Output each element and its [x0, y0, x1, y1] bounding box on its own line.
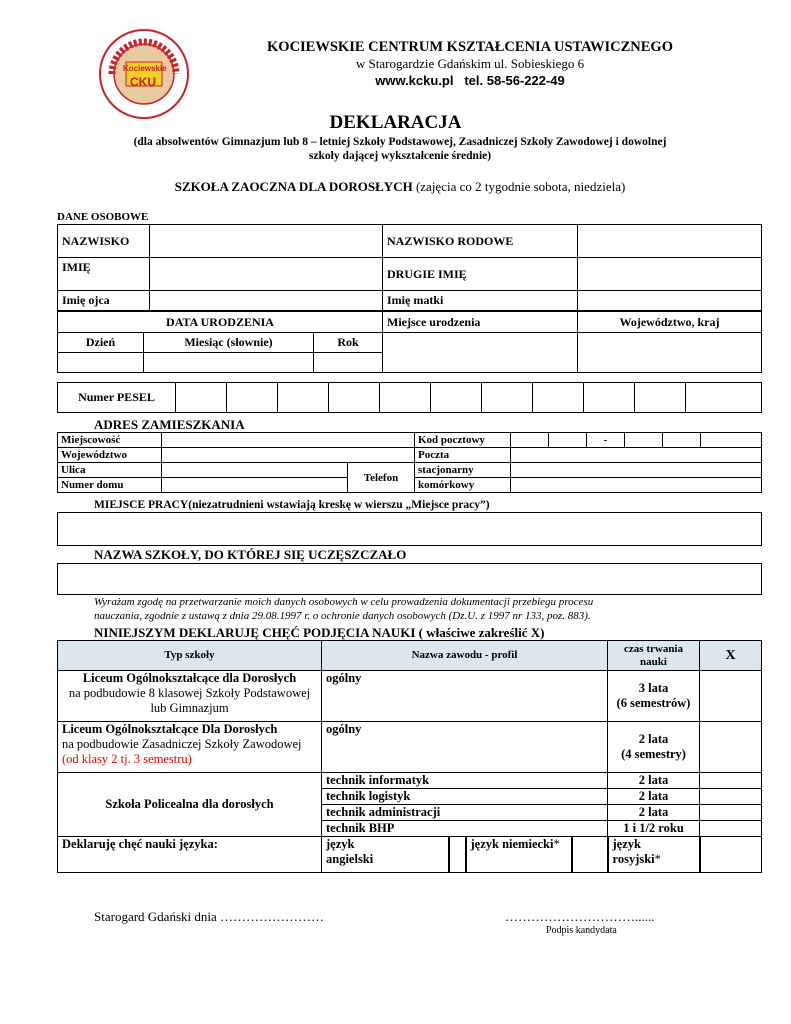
maiden-field[interactable]: [578, 225, 762, 258]
pesel-digit-6[interactable]: [431, 383, 482, 413]
mark-informatyk[interactable]: [700, 773, 762, 789]
father-name-label: Imię ojca: [58, 291, 150, 311]
house-label: Numer domu: [58, 478, 162, 493]
landline-field[interactable]: [511, 463, 762, 478]
mobile-label: komórkowy: [415, 478, 511, 493]
father-name-field[interactable]: [150, 291, 383, 311]
address-section-label: ADRES ZAMIESZKANIA: [94, 417, 245, 432]
surname-field[interactable]: [150, 225, 383, 258]
birth-place-label: Miejsce urodzenia: [383, 312, 578, 333]
school-type-name: SZKOŁA ZAOCZNA DLA DOROSŁYCH: [174, 179, 413, 194]
lang-german-star: *: [553, 837, 560, 851]
pesel-digit-7[interactable]: [482, 383, 533, 413]
personal-data-table: [57, 224, 762, 311]
signature-label: Podpis kandydata: [546, 925, 617, 936]
school-type: [60, 179, 740, 195]
birth-place-field[interactable]: [383, 333, 578, 373]
duration-bhp: 1 i 1/2 roku: [608, 821, 700, 837]
school-logo: [98, 28, 190, 120]
consent-text-2: nauczania, zgodnie z ustawą z dnia 29.08.1997 r. o ochronie danych osobowych (Dz.U. z 1997 nr 133, poz. 883).: [94, 610, 591, 622]
declaration-label: NINIEJSZYM DEKLARUJĘ CHĘĆ PODJĘCIA NAUKI ( właściwe zakreślić X): [94, 625, 545, 640]
org-address: w Starogardzie Gdańskim ul. Sobieskiego 6: [355, 56, 585, 71]
signature-line: …………………………......: [505, 909, 655, 924]
lang-russian-box[interactable]: [700, 837, 762, 873]
province-label: Województwo: [58, 448, 162, 463]
post-field[interactable]: [511, 448, 762, 463]
lo2-duration-1: 2 lata: [638, 732, 669, 746]
lo2-type-rest: na podbudowie Zasadniczej Szkoły Zawodowej: [62, 737, 302, 751]
pesel-digit-8[interactable]: [533, 383, 584, 413]
mobile-field[interactable]: [511, 478, 762, 493]
profile-bhp: technik BHP: [322, 821, 608, 837]
duration-administracji: 2 lata: [608, 805, 700, 821]
courses-table: [57, 640, 762, 873]
day-field[interactable]: [58, 353, 144, 373]
prev-school-field[interactable]: [57, 563, 762, 595]
lo1-mark-cell[interactable]: [700, 671, 762, 722]
postal-digit-2[interactable]: [549, 433, 587, 448]
province-country-label: Województwo, kraj: [578, 312, 762, 333]
surname-label: NAZWISKO: [58, 225, 150, 258]
post-label: Poczta: [415, 448, 511, 463]
lang-english-1: język: [326, 837, 355, 851]
doc-subtitle-2: szkoły dającej wykształcenie średnie): [308, 150, 492, 162]
lo2-mark-cell[interactable]: [700, 722, 762, 773]
lang-english-label: [322, 837, 449, 873]
prev-school-label: NAZWA SZKOŁY, DO KTÓREJ SIĘ UCZĘSZCZAŁO: [94, 547, 407, 562]
policealna-type: Szkoła Policealna dla dorosłych: [58, 773, 322, 837]
lo1-profile: ogólny: [322, 671, 608, 722]
lo1-type-bold: Liceum Ogólnokształcące dla Dorosłych: [82, 671, 297, 685]
pesel-digit-2[interactable]: [227, 383, 278, 413]
lo1-duration-1: 3 lata: [638, 681, 669, 695]
address-table: [57, 432, 762, 493]
pesel-digit-10[interactable]: [635, 383, 686, 413]
mother-name-label: Imię matki: [383, 291, 578, 311]
birth-table: [57, 311, 762, 373]
org-name: KOCIEWSKIE CENTRUM KSZTAŁCENIA USTAWICZNEGO: [267, 39, 673, 55]
logo-badge: CKU: [130, 75, 156, 89]
logo-text-mid: Kociewskie: [123, 64, 167, 73]
language-label: Deklaruję chęć nauki języka:: [58, 837, 322, 873]
lang-russian-1: język: [612, 837, 641, 851]
month-label: Miesiąc (słownie): [144, 333, 314, 353]
landline-label: stacjonarny: [415, 463, 511, 478]
duration-logistyk: 2 lata: [608, 789, 700, 805]
postal-digit-3[interactable]: [625, 433, 663, 448]
pesel-label: Numer PESEL: [58, 383, 176, 413]
street-label: Ulica: [58, 463, 162, 478]
second-name-label: DRUGIE IMIĘ: [383, 258, 578, 291]
col-x-header: X: [700, 641, 762, 671]
lang-russian-label: [608, 837, 700, 873]
place-date-line: Starogard Gdański dnia ……………………: [94, 909, 325, 924]
consent-text-1: Wyrażam zgodę na przetwarzanie moich danych osobowych w celu prowadzenia dokumentacji przebiegu procesu: [94, 596, 594, 608]
lang-german-label: [466, 837, 572, 873]
lo1-type-rest: na podbudowie 8 klasowej Szkoły Podstawowej lub Gimnazjum: [68, 686, 311, 715]
pesel-digit-4[interactable]: [329, 383, 380, 413]
mark-logistyk[interactable]: [700, 789, 762, 805]
mother-name-field[interactable]: [578, 291, 762, 311]
postal-label: Kod pocztowy: [415, 433, 511, 448]
pesel-digit-11[interactable]: [686, 383, 762, 413]
col-profile-header: Nazwa zawodu - profil: [322, 641, 608, 671]
lang-russian-2: rosyjski: [612, 852, 655, 866]
profile-administracji: technik administracji: [322, 805, 608, 821]
lang-russian-star: *: [654, 852, 661, 866]
lo2-profile: ogólny: [322, 722, 608, 773]
lo1-duration-2: (6 semestrów): [616, 696, 691, 710]
lang-english-2: angielski: [326, 852, 374, 866]
lang-german-box[interactable]: [572, 837, 608, 873]
first-name-label: IMIĘ: [58, 258, 150, 291]
lo2-type-note: (od klasy 2 tj. 3 semestru): [62, 752, 192, 766]
work-place-field[interactable]: [57, 512, 762, 546]
first-name-field[interactable]: [150, 258, 383, 291]
city-field[interactable]: [162, 433, 415, 448]
lo1-type: [58, 671, 322, 722]
doc-subtitle-1: (dla absolwentów Gimnazjum lub 8 – letniej Szkoły Podstawowej, Zasadniczej Szkoły Zawodowej i dowolnej: [133, 136, 667, 148]
postal-dash: -: [587, 433, 625, 448]
lang-english-box[interactable]: [449, 837, 466, 873]
col-duration-header: czas trwania nauki: [608, 641, 700, 671]
org-contact: www.kcku.pl tel. 58-56-222-49: [375, 73, 565, 88]
postal-digit-5[interactable]: [701, 433, 762, 448]
school-type-note: (zajęcia co 2 tygodnie sobota, niedziela): [412, 179, 626, 194]
mark-administracji[interactable]: [700, 805, 762, 821]
province-field[interactable]: [162, 448, 415, 463]
postal-digit-4[interactable]: [663, 433, 701, 448]
col-type-header: Typ szkoły: [58, 641, 322, 671]
work-place-label: MIEJSCE PRACY(niezatrudnieni wstawiają kreskę w wierszu „Miejsce pracy”): [94, 499, 490, 511]
second-name-field[interactable]: [578, 258, 762, 291]
lo2-type: [58, 722, 322, 773]
personal-section-label: DANE OSOBOWE: [57, 211, 149, 223]
pesel-digit-9[interactable]: [584, 383, 635, 413]
lang-german-text: język niemiecki: [470, 837, 554, 851]
duration-informatyk: 2 lata: [608, 773, 700, 789]
lo1-duration: [608, 671, 700, 722]
pesel-digit-3[interactable]: [278, 383, 329, 413]
lo2-type-bold: Liceum Ogólnokształcące Dla Dorosłych: [62, 722, 278, 736]
year-label: Rok: [314, 333, 383, 353]
pesel-table: [57, 382, 762, 413]
pesel-digit-5[interactable]: [380, 383, 431, 413]
profile-logistyk: technik logistyk: [322, 789, 608, 805]
lo2-duration: [608, 722, 700, 773]
pesel-digit-1[interactable]: [176, 383, 227, 413]
profile-informatyk: technik informatyk: [322, 773, 608, 789]
month-field[interactable]: [144, 353, 314, 373]
lo2-duration-2: (4 semestry): [621, 747, 686, 761]
street-field[interactable]: [162, 463, 348, 478]
day-label: Dzień: [58, 333, 144, 353]
house-field[interactable]: [162, 478, 348, 493]
year-field[interactable]: [314, 353, 383, 373]
postal-digit-1[interactable]: [511, 433, 549, 448]
maiden-label: NAZWISKO RODOWE: [383, 225, 578, 258]
mark-bhp[interactable]: [700, 821, 762, 837]
city-label: Miejscowość: [58, 433, 162, 448]
doc-title: DEKLARACJA: [329, 112, 462, 133]
province-country-field[interactable]: [578, 333, 762, 373]
phone-label: Telefon: [348, 463, 415, 493]
birth-date-label: DATA URODZENIA: [58, 312, 383, 333]
